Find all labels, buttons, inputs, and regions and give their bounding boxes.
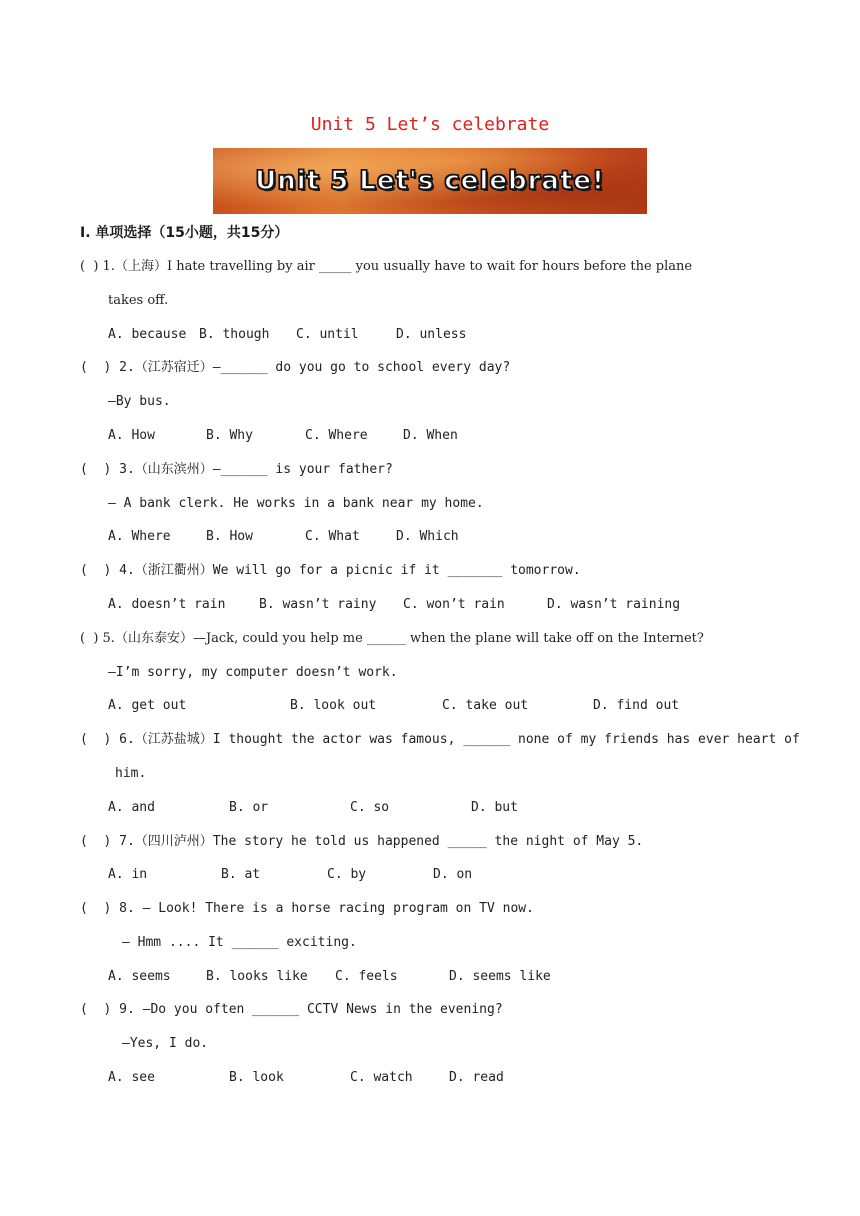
question-3-reply: — A bank clerk. He works in a bank near my home.	[108, 496, 484, 511]
option-d[interactable]: D. wasn’t raining	[547, 597, 681, 612]
option-b[interactable]: B. at	[221, 867, 261, 882]
option-c[interactable]: C. watch	[350, 1070, 413, 1085]
option-c[interactable]: C. What	[305, 529, 360, 544]
option-b[interactable]: B. Why	[206, 428, 253, 443]
option-a[interactable]: A. Where	[108, 529, 171, 544]
unit-banner	[213, 148, 647, 214]
option-b[interactable]: B. or	[229, 800, 269, 815]
option-d[interactable]: D. on	[433, 867, 473, 882]
option-c[interactable]: C. won’t rain	[403, 597, 505, 612]
question-6-stem-continued: him.	[115, 766, 147, 781]
banner-text: Unit 5 Let's celebrate!	[255, 166, 605, 196]
option-d[interactable]: D. read	[449, 1070, 504, 1085]
question-5-reply: —I’m sorry, my computer doesn’t work.	[108, 665, 398, 680]
question-5-stem: ( ) 5.（山东泰安）—Jack, could you help me ______ when the plane will take off on the Internet?	[80, 631, 704, 646]
option-c[interactable]: C. Where	[305, 428, 368, 443]
question-1-stem: ( ) 1.（上海）I hate travelling by air _____ you usually have to wait for hours before the plane	[80, 259, 693, 274]
question-6-stem: ( ) 6.（江苏盐城）I thought the actor was famous, ______ none of my friends has ever heart of	[80, 732, 800, 747]
question-7-stem: ( ) 7.（四川泸州）The story he told us happened _____ the night of May 5.	[80, 834, 644, 849]
question-8-reply: — Hmm .... It ______ exciting.	[122, 935, 357, 950]
option-d[interactable]: D. unless	[396, 327, 467, 342]
option-b[interactable]: B. How	[206, 529, 253, 544]
option-c[interactable]: C. until	[296, 327, 359, 342]
question-9-reply: —Yes, I do.	[122, 1036, 209, 1051]
question-9-stem: ( ) 9. —Do you often ______ CCTV News in the evening?	[80, 1002, 503, 1017]
option-d[interactable]: D. seems like	[449, 969, 551, 984]
option-a[interactable]: A. doesn’t rain	[108, 597, 226, 612]
option-c[interactable]: C. so	[350, 800, 390, 815]
document-title: Unit 5 Let’s celebrate	[310, 114, 550, 135]
option-d[interactable]: D. Which	[396, 529, 459, 544]
option-c[interactable]: C. take out	[442, 698, 529, 713]
option-a[interactable]: A. see	[108, 1070, 155, 1085]
option-d[interactable]: D. but	[471, 800, 518, 815]
question-2-stem: ( ) 2.（江苏宿迁）—______ do you go to school every day?	[80, 360, 511, 375]
option-b[interactable]: B. look out	[290, 698, 377, 713]
section-heading: Ⅰ. 单项选择（15小题，共15分）	[80, 225, 289, 241]
question-3-stem: ( ) 3.（山东滨州）—______ is your father?	[80, 462, 393, 477]
question-1-stem-continued: takes off.	[108, 293, 169, 308]
option-a[interactable]: A. How	[108, 428, 155, 443]
option-b[interactable]: B. looks like	[206, 969, 308, 984]
option-b[interactable]: B. wasn’t rainy	[259, 597, 377, 612]
option-a[interactable]: A. in	[108, 867, 148, 882]
option-d[interactable]: D. When	[403, 428, 458, 443]
option-b[interactable]: B. look	[229, 1070, 284, 1085]
question-4-stem: ( ) 4.（浙江衢州）We will go for a picnic if it _______ tomorrow.	[80, 563, 581, 578]
option-b[interactable]: B. though	[199, 327, 270, 342]
question-2-reply: —By bus.	[108, 394, 171, 409]
option-c[interactable]: C. feels	[335, 969, 398, 984]
option-a[interactable]: A. because	[108, 327, 187, 342]
option-a[interactable]: A. seems	[108, 969, 171, 984]
option-c[interactable]: C. by	[327, 867, 367, 882]
option-d[interactable]: D. find out	[593, 698, 680, 713]
question-8-stem: ( ) 8. — Look! There is a horse racing program on TV now.	[80, 901, 534, 916]
option-a[interactable]: A. get out	[108, 698, 187, 713]
option-a[interactable]: A. and	[108, 800, 155, 815]
